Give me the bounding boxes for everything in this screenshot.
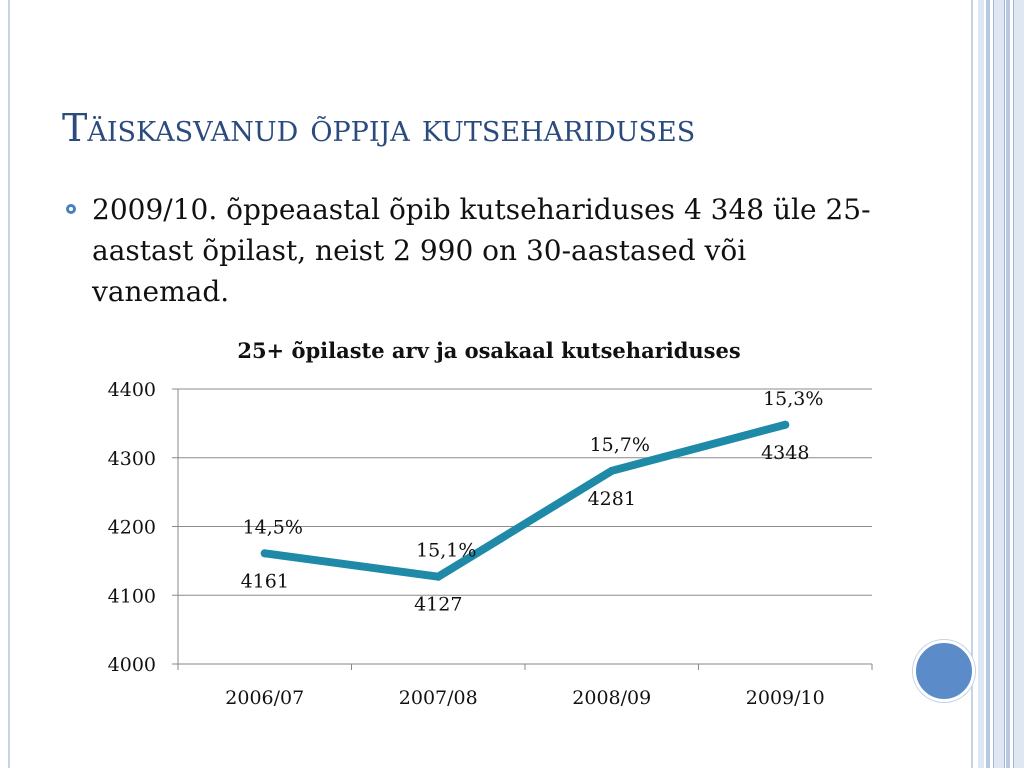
y-tick-label: 4000 — [107, 654, 156, 676]
series-line — [265, 425, 786, 577]
percent-label: 15,3% — [763, 387, 824, 410]
data-point — [608, 467, 616, 475]
x-tick-label: 2008/09 — [572, 687, 652, 709]
slide-title: Täiskasvanud õppija kutsehariduses — [62, 106, 696, 150]
data-point — [434, 573, 442, 581]
chart-title: 25+ õpilaste arv ja osakaal kutsehariduses — [237, 338, 741, 363]
percent-label: 14,5% — [242, 516, 303, 539]
value-label: 4161 — [240, 570, 289, 593]
x-tick-label: 2007/08 — [398, 687, 478, 709]
data-point — [781, 421, 789, 429]
value-label: 4348 — [761, 441, 810, 464]
value-label: 4127 — [414, 593, 463, 616]
y-tick-label: 4300 — [107, 447, 156, 470]
bullet-text: 2009/10. õppeaastal õpib kutsehariduses 4 348 üle 25-aastast õpilast, neist 2 990 on 30-aastased või vanemad. — [92, 193, 871, 308]
y-tick-label: 4100 — [107, 585, 156, 608]
x-tick-label: 2009/10 — [745, 687, 825, 709]
x-tick-label: 2006/07 — [225, 687, 305, 709]
percent-label: 15,1% — [416, 539, 477, 562]
y-tick-label: 4200 — [107, 516, 156, 539]
value-label: 4281 — [587, 487, 636, 510]
y-tick-label: 4400 — [107, 379, 156, 401]
percent-label: 15,7% — [589, 433, 650, 456]
data-point — [261, 549, 269, 557]
